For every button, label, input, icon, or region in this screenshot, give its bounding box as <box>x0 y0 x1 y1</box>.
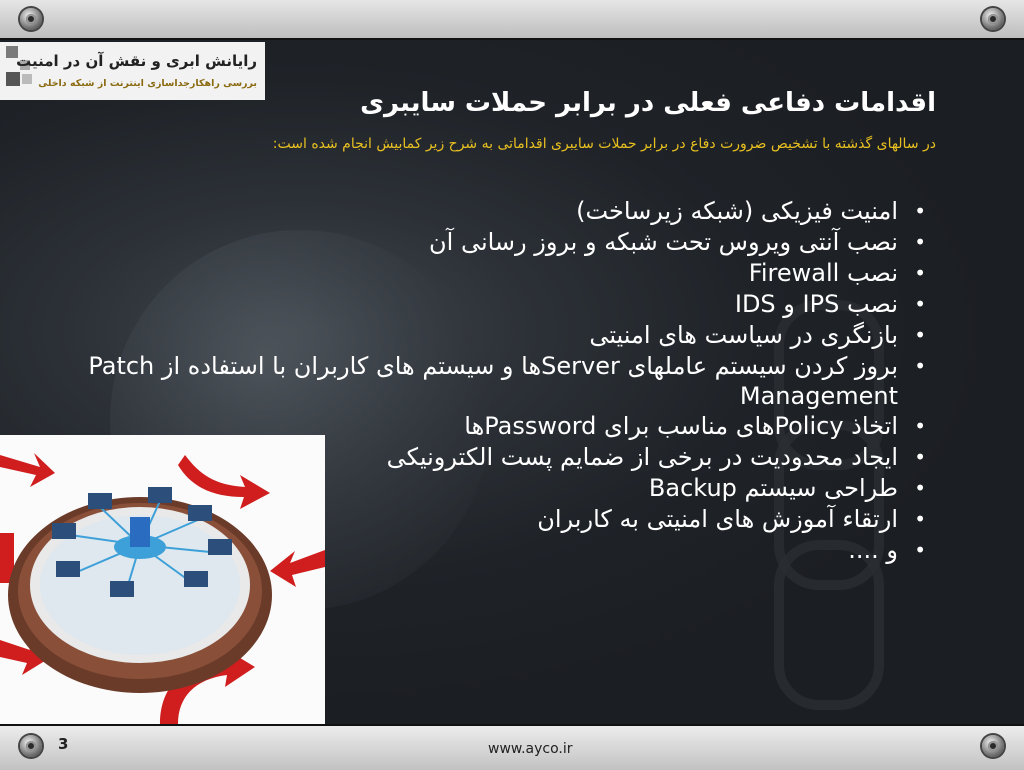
list-item: • طراحی سیستم Backup <box>648 474 926 502</box>
brand-subtitle: بررسی راهکارجداسازی اینترنت از شبکه داخلی <box>38 78 257 89</box>
brand-banner <box>0 42 265 100</box>
network-security-illustration <box>0 435 325 724</box>
bullet-icon: • <box>914 261 926 285</box>
slide-title: اقدامات دفاعی فعلی در برابر حملات سایبری <box>360 88 936 118</box>
list-item: • نصب آنتی ویروس تحت شبکه و بروز رسانی آن <box>429 228 926 256</box>
screw-icon <box>20 735 42 757</box>
list-item: • بازنگری در سیاست های امنیتی <box>589 321 926 349</box>
server-icon <box>130 517 150 547</box>
bullet-icon: • <box>914 199 926 223</box>
page-number: 3 <box>58 735 69 753</box>
screw-icon <box>20 8 42 30</box>
bullet-icon: • <box>914 445 926 469</box>
screw-icon <box>982 735 1004 757</box>
footer-url[interactable]: www.ayco.ir <box>488 741 573 757</box>
bullet-icon: • <box>914 292 926 316</box>
list-item: • و .... <box>848 536 926 564</box>
top-bar <box>0 0 1024 40</box>
bullet-icon: • <box>914 507 926 531</box>
bullet-icon: • <box>914 354 926 378</box>
list-item: • اتخاذ Policyهای مناسب برای Passwordها <box>464 412 926 440</box>
bullet-icon: • <box>914 476 926 500</box>
network-security-illustration <box>0 435 325 724</box>
slide-subtitle: در سالهای گذشته با تشخیص ضرورت دفاع در برابر حملات سایبری اقداماتی به شرح زیر کمابیش انجام شده است: <box>272 136 936 152</box>
list-item: • امنیت فیزیکی (شبکه زیرساخت) <box>576 197 926 225</box>
list-item: • نصب Firewall <box>748 259 926 287</box>
bullet-icon: • <box>914 538 926 562</box>
brand-title: رایانش ابری و نقش آن در امنیت <box>16 52 257 70</box>
bullet-icon: • <box>914 323 926 347</box>
bullet-icon: • <box>914 230 926 254</box>
screw-icon <box>982 8 1004 30</box>
list-item: • بروز کردن سیستم عاملهای Serverها و سیستم های کاربران با استفاده از Patch Management <box>88 352 926 410</box>
list-item: • ایجاد محدودیت در برخی از ضمایم پست الکترونیکی <box>386 443 926 471</box>
list-item: • ارتقاء آموزش های امنیتی به کاربران <box>537 505 926 533</box>
list-item: • نصب IPS و IDS <box>734 290 926 318</box>
bullet-icon: • <box>914 414 926 438</box>
